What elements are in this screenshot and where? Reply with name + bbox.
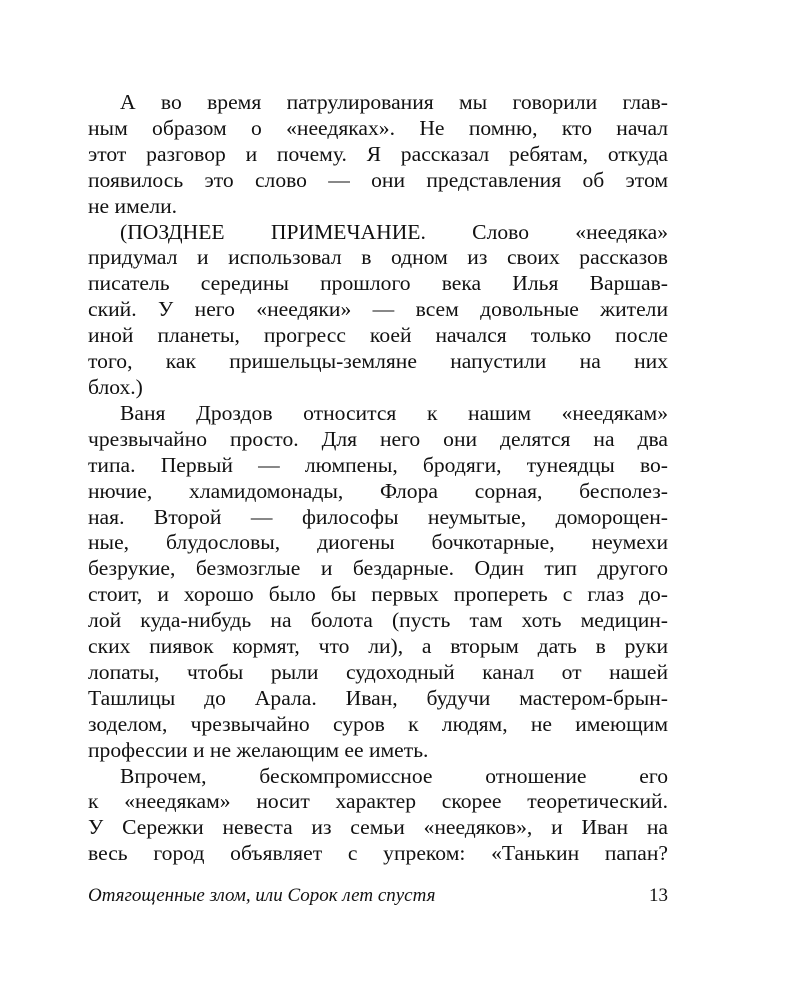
text-line: Ваня Дроздов относится к нашим «неедякам»: [120, 400, 668, 425]
paragraph-4: [88, 764, 668, 868]
text-line: писатель середины прошлого века Илья Варшав-: [88, 271, 668, 296]
text-line: этот разговор и почему. Я рассказал ребятам, откуда: [88, 141, 668, 166]
text-line: Впрочем, бескомпромиссное отношение его: [120, 763, 668, 788]
text-line: того, как пришельцы-земляне напустили на них: [88, 349, 668, 374]
paragraph-2: [88, 220, 668, 401]
text-line: (ПОЗДНЕЕ ПРИМЕЧАНИЕ. Слово «неедяка»: [120, 219, 668, 244]
text-line: У Сережки невеста из семьи «неедяков», и Иван на: [88, 815, 668, 840]
text-line: ная. Второй — философы неумытые, доморощен-: [88, 504, 668, 529]
text-line: нючие, хламидомонады, Флора сорная, бесполез-: [88, 478, 668, 503]
text-line: профессии и не желающим ее иметь.: [88, 737, 429, 762]
text-line: безрукие, безмозглые и бездарные. Один тип другого: [88, 556, 668, 581]
text-line: лопаты, чтобы рыли судоходный канал от нашей: [88, 659, 668, 684]
text-line: лой куда-нибудь на болота (пусть там хоть медицин-: [88, 608, 668, 633]
text-line: иной планеты, прогресс коей начался только после: [88, 323, 668, 348]
paragraph-1: [88, 90, 668, 220]
text-line: чрезвычайно просто. Для него они делятся на два: [88, 426, 668, 451]
text-line: Ташлицы до Арала. Иван, будучи мастером-брын-: [88, 685, 668, 710]
text-line: ные, блудословы, диогены бочкотарные, неумехи: [88, 530, 668, 555]
text-line: блох.): [88, 374, 143, 399]
page-body: [88, 90, 668, 867]
text-line: ным образом о «неедяках». Не помню, кто начал: [88, 115, 668, 140]
text-line: к «неедякам» носит характер скорее теоретический.: [88, 789, 668, 814]
running-title: Отягощенные злом, или Сорок лет спустя: [88, 885, 436, 906]
text-line: ских пиявок кормят, что ли), а вторым дать в руки: [88, 634, 668, 659]
text-line: ский. У него «неедяки» — всем довольные жители: [88, 297, 668, 322]
page-number: 13: [649, 885, 668, 906]
text-line: весь город объявляет с упреком: «Танькин папан?: [88, 841, 668, 866]
text-line: стоит, и хорошо было бы первых пропереть с глаз до-: [88, 582, 668, 607]
text-line: не имели.: [88, 193, 178, 218]
text-line: А во время патрулирования мы говорили глав-: [120, 90, 668, 114]
text-line: появилось это слово — они представления об этом: [88, 167, 668, 192]
paragraph-3: [88, 401, 668, 764]
text-line: придумал и использовал в одном из своих рассказов: [88, 245, 668, 270]
text-line: зоделом, чрезвычайно суров к людям, не имеющим: [88, 711, 668, 736]
body-text: [88, 90, 668, 867]
text-line: типа. Первый — люмпены, бродяги, тунеядцы во-: [88, 452, 668, 477]
page-footer: [88, 884, 668, 908]
